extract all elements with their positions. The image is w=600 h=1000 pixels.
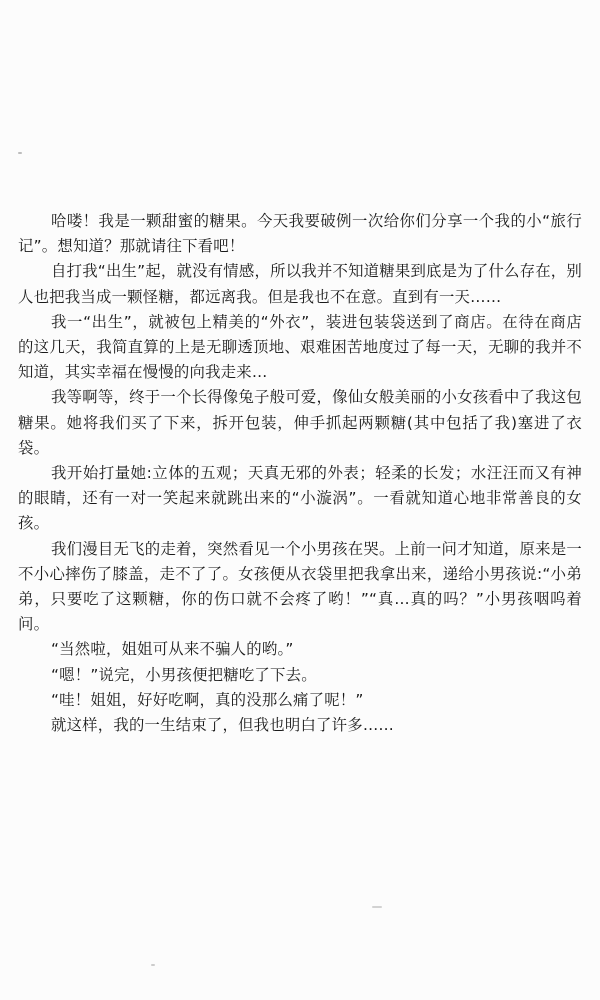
essay-body xyxy=(18,209,582,738)
paragraph-store: 我一“出生”，就被包上精美的“外衣”，装进包装袋送到了商店。在待在商店的这几天，我简直算的上是无聊透顶地、艰难困苦地度过了每一天，无聊的我并不知道，其实幸福在慢慢的向我走来… xyxy=(18,312,582,382)
paragraph-ending: 就这样，我的一生结束了，但我也明白了许多…… xyxy=(51,716,394,735)
paragraph-dialogue-3: “哇！姐姐，好好吃啊，真的没那么痛了呢！” xyxy=(51,690,364,709)
paragraph-dialogue-2: “嗯！”说完，小男孩便把糖吃了下去。 xyxy=(51,665,317,684)
paragraph-dialogue-1: “当然啦，姐姐可从来不骗人的哟。” xyxy=(51,640,294,659)
paragraph-intro: 哈喽！我是一颗甜蜜的糖果。今天我要破例一次给你们分享一个我的小“旅行记”。想知道？那就请往下看吧！ xyxy=(18,212,582,256)
scan-speck xyxy=(18,152,22,154)
scan-speck xyxy=(372,906,382,908)
paragraph-girl-description: 我开始打量她:立体的五观；天真无邪的外表；轻柔的长发；水汪汪而又有神的眼睛，还有一对一笑起来就跳出来的“小漩涡”。一看就知道心地非常善良的女孩。 xyxy=(18,464,582,533)
paragraph-bought: 我等啊等，终于一个长得像兔子般可爱，像仙女般美丽的小女孩看中了我这包糖果。她将我们买了下来，拆开包装，伸手抓起两颗糖(其中包括了我)塞进了衣袋。 xyxy=(18,388,582,457)
paragraph-boy-crying: 我们漫目无飞的走着，突然看见一个小男孩在哭。上前一问才知道，原来是一不小心摔伤了膝盖，走不了了。女孩便从衣袋里把我拿出来，递给小男孩说:“小弟弟，只要吃了这颗糖，你的伤口就不会疼了哟！”“真…真的吗？”小男孩咽呜着问。 xyxy=(18,539,582,634)
scan-speck xyxy=(151,964,155,966)
paragraph-birth: 自打我“出生”起，就没有情感，所以我并不知道糖果到底是为了什么存在，别人也把我当成一颗怪糖，都远离我。但是我也不在意。直到有一天…… xyxy=(18,262,582,306)
